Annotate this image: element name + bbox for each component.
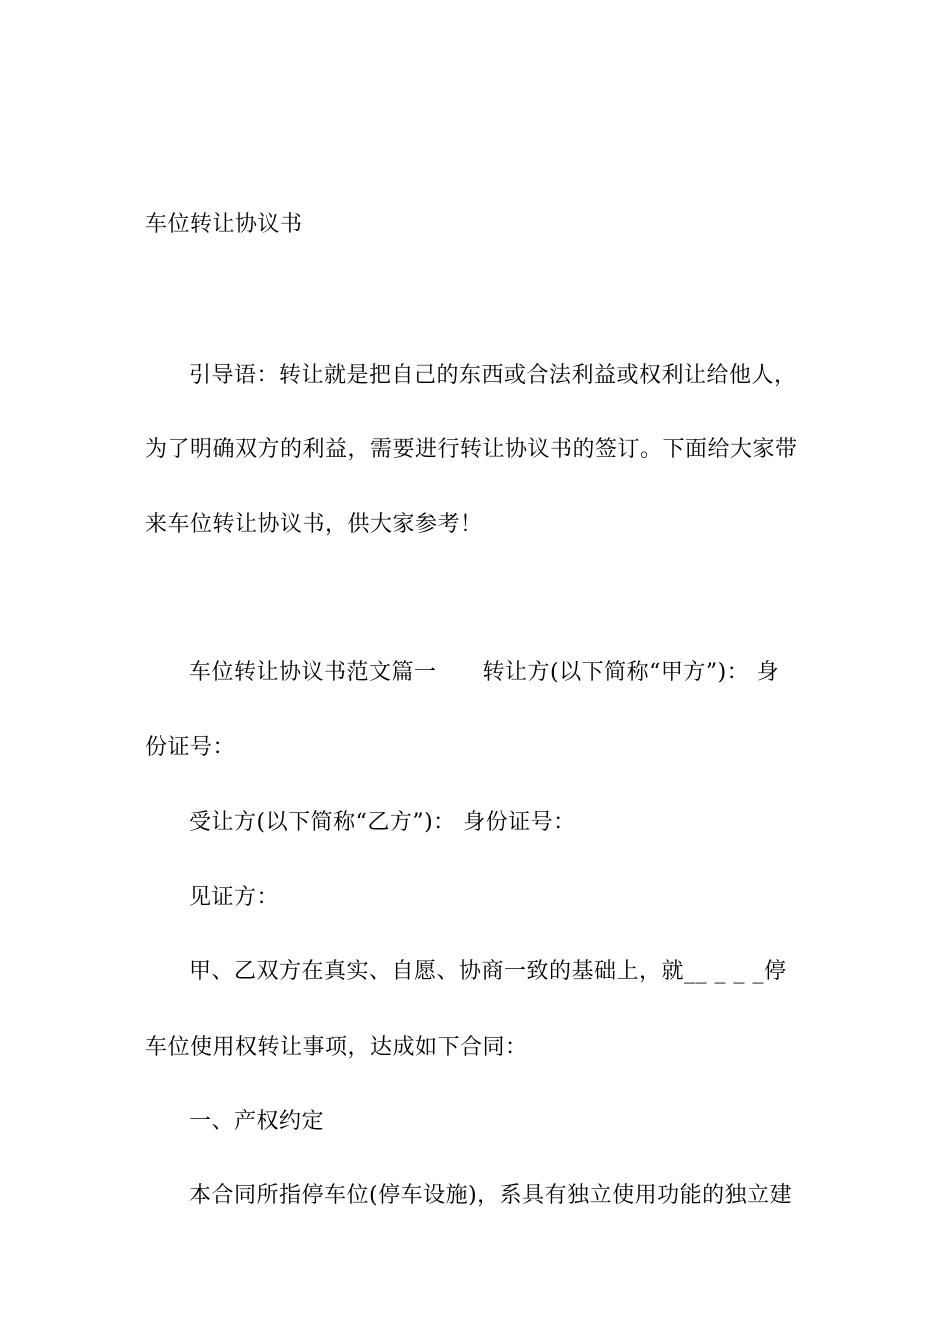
party-a-line: 转让方(以下简称“甲方”)： 身 — [482, 660, 780, 685]
section-heading: 车位转让协议书范文篇一 — [189, 660, 437, 685]
intro-line-3: 来车位转让协议书，供大家参考！ — [145, 512, 483, 537]
agreement-line-2: 车位使用权转让事项，达成如下合同： — [145, 1035, 528, 1060]
party-a-id-label: 份证号： — [145, 735, 236, 760]
witness-line: 见证方： — [189, 885, 280, 910]
party-b-line: 受让方(以下简称“乙方”)： 身份证号： — [189, 810, 576, 835]
section-heading-row — [189, 658, 779, 688]
intro-line-2: 为了明确双方的利益，需要进行转让协议书的签订。下面给大家带 — [145, 437, 798, 462]
agreement-line-1: 甲、乙双方在真实、自愿、协商一致的基础上，就__ _ _ _停 — [189, 959, 787, 984]
intro-line-1: 引导语：转让就是把自己的东西或合法利益或权利让给他人， — [189, 363, 797, 388]
clause-1-heading: 一、产权约定 — [189, 1109, 325, 1134]
document-title: 车位转让协议书 — [145, 212, 303, 237]
clause-1-text: 本合同所指停车位(停车设施)，系具有独立使用功能的独立建 — [189, 1183, 793, 1208]
